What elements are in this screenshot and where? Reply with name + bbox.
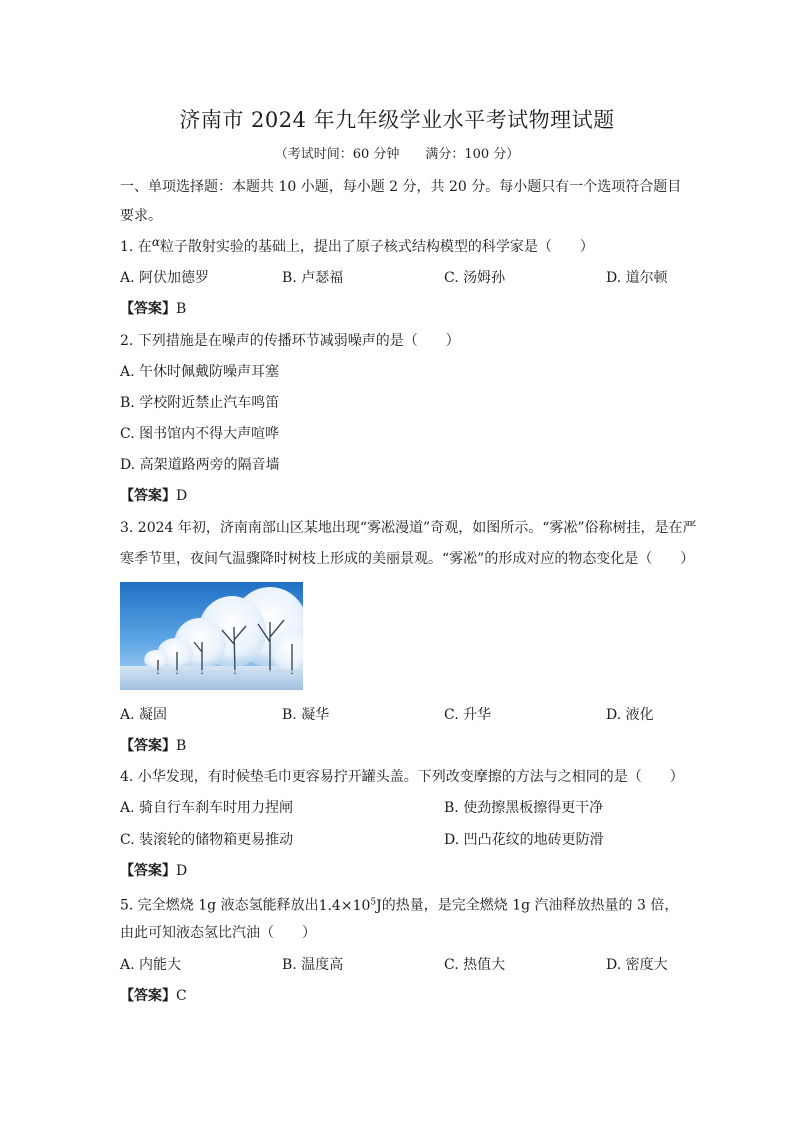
q3-answer: 【答案】B — [120, 738, 187, 754]
rime-frost-trees-photo — [120, 582, 303, 690]
alpha-symbol: α — [151, 235, 160, 249]
q4-answer: 【答案】D — [120, 863, 188, 879]
q1-option-c: C. 汤姆孙 — [444, 270, 506, 286]
q3-stem-line2: 寒季节里，夜间气温骤降时树枝上形成的美丽景观。“雾凇”的形成对应的物态变化是（ ） — [120, 551, 695, 567]
q2-stem: 2. 下列措施是在噪声的传播环节减弱噪声的是（ ） — [120, 333, 460, 349]
q1-answer: 【答案】B — [120, 301, 187, 317]
q5-option-c: C. 热值大 — [444, 957, 506, 973]
q4-option-c: C. 装滚轮的储物箱更易推动 — [120, 832, 294, 848]
formula: $1.4\times 10^5J$ — [318, 897, 382, 914]
q4-option-b: B. 使劲擦黑板擦得更干净 — [444, 800, 604, 816]
q2-option-d: D. 高架道路两旁的隔音墙 — [120, 457, 280, 473]
q5-option-d: D. 密度大 — [606, 957, 668, 973]
exam-subtitle: （考试时间：60 分钟 满分：100 分） — [274, 147, 520, 162]
section-heading-line2: 要求。 — [120, 208, 162, 224]
q5-option-a: A. 内能大 — [120, 957, 182, 973]
q2-option-c: C. 图书馆内不得大声喧哗 — [120, 426, 280, 442]
q1-option-a: A. 阿伏加德罗 — [120, 270, 210, 286]
q3-option-d: D. 液化 — [606, 707, 654, 723]
exam-title: 济南市 2024 年九年级学业水平考试物理试题 — [179, 108, 615, 132]
q5-answer: 【答案】C — [120, 988, 187, 1004]
q1-stem: 1. 在α粒子散射实验的基础上，提出了原子核式结构模型的科学家是（ ） — [120, 235, 594, 255]
q5-stem-line1: 5. 完全燃烧 1g 液态氢能释放出$1.4\times 10^5J$的热量，是完全燃烧 1g 汽油释放热量的 3 倍， — [120, 897, 679, 914]
q4-option-a: A. 骑自行车刹车时用力捏闸 — [120, 800, 294, 816]
q4-option-d: D. 凹凸花纹的地砖更防滑 — [444, 832, 604, 848]
q5-stem-line2: 由此可知液态氢比汽油（ ） — [120, 925, 316, 941]
q4-stem: 4. 小华发现，有时候垫毛巾更容易拧开罐头盖。下列改变摩擦的方法与之相同的是（ ） — [120, 769, 684, 785]
q2-answer: 【答案】D — [120, 488, 188, 504]
section-heading-line1: 一、单项选择题：本题共 10 小题，每小题 2 分，共 20 分。每小题只有一个选项符合题目 — [120, 179, 682, 195]
q3-stem-line1: 3. 2024 年初，济南南部山区某地出现“雾凇漫道”奇观，如图所示。“雾凇”俗称树挂，是在严 — [120, 520, 697, 536]
q1-option-b: B. 卢瑟福 — [282, 270, 344, 286]
q2-option-a: A. 午休时佩戴防噪声耳塞 — [120, 364, 280, 380]
q3-option-b: B. 凝华 — [282, 707, 330, 723]
q2-option-b: B. 学校附近禁止汽车鸣笛 — [120, 395, 280, 411]
q3-option-c: C. 升华 — [444, 707, 492, 723]
q3-option-a: A. 凝固 — [120, 707, 168, 723]
q1-option-d: D. 道尔顿 — [606, 270, 668, 286]
q5-option-b: B. 温度高 — [282, 957, 344, 973]
